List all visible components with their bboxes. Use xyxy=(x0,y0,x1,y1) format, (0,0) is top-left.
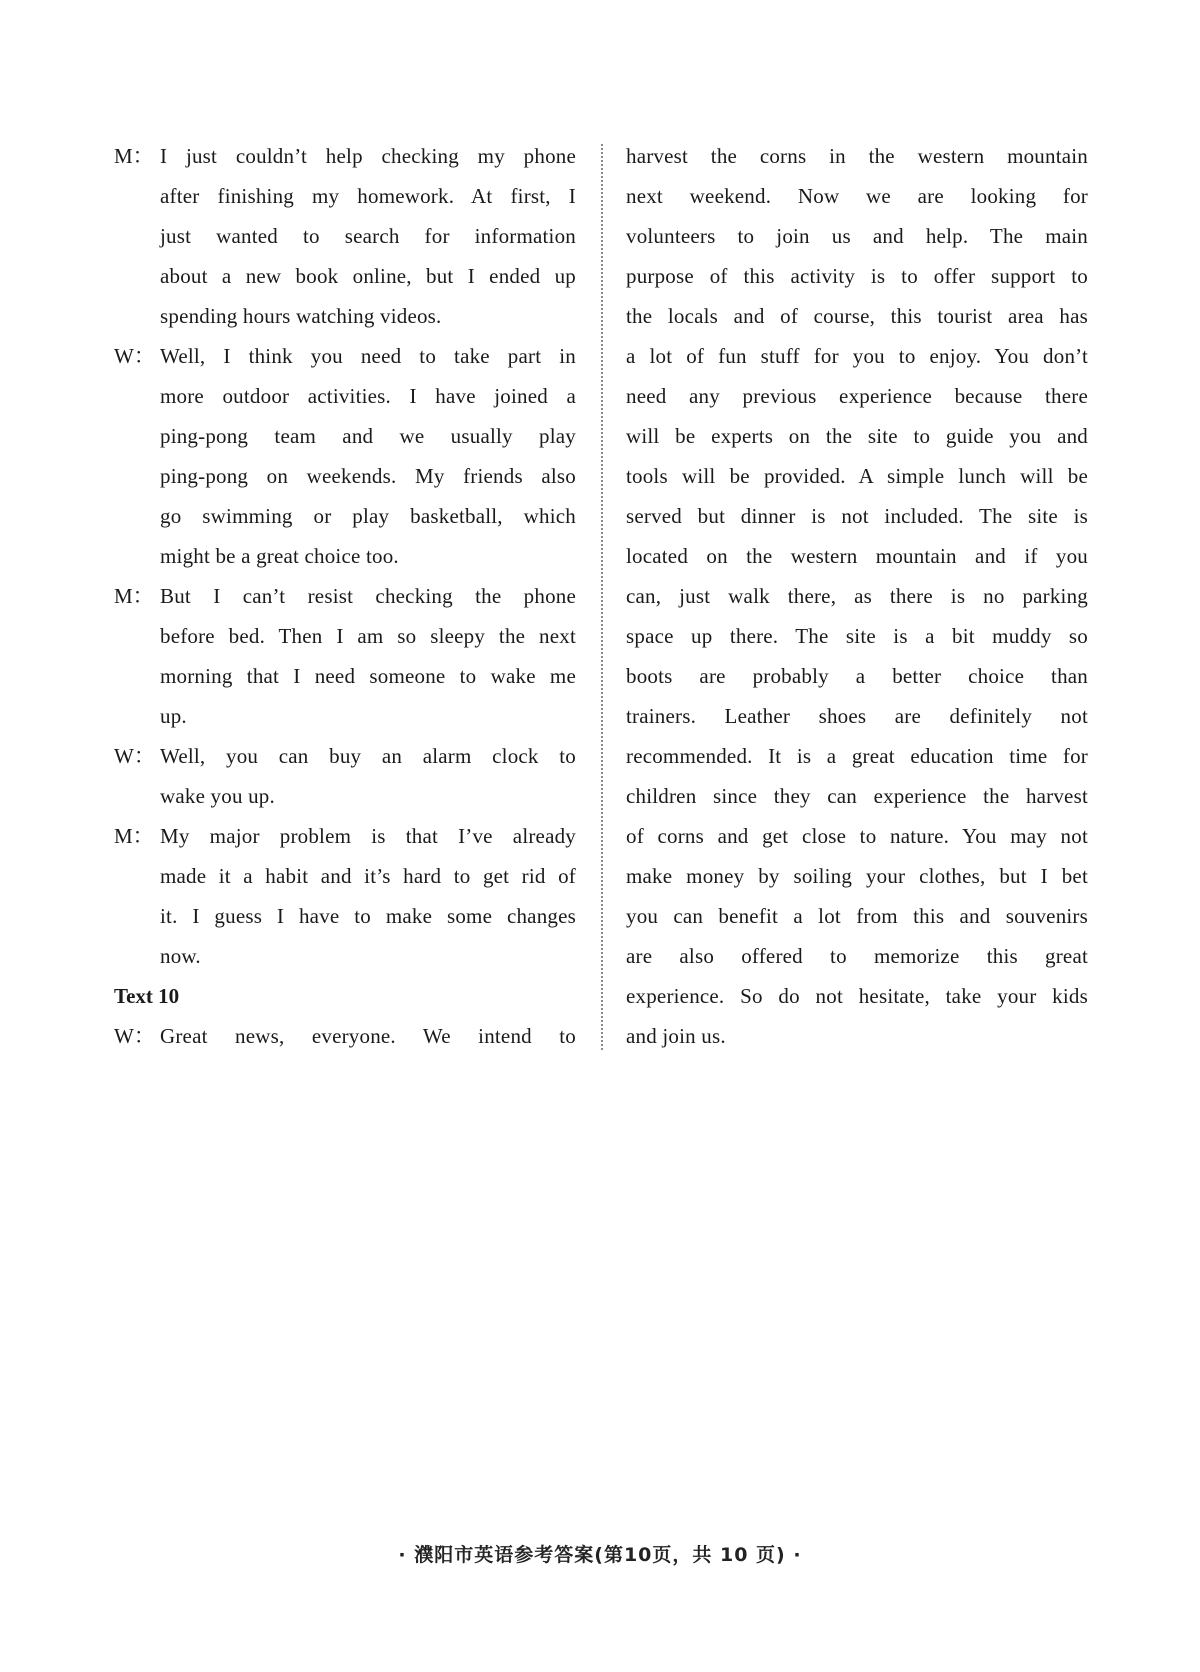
dialogue-line: might be a great choice too. xyxy=(160,544,399,568)
dialogue-line: morning that I need someone to wake me xyxy=(160,664,576,688)
paragraph-line: are also offered to memorize this great xyxy=(626,944,1088,968)
dialogue-line: ping-pong team and we usually play xyxy=(160,424,576,448)
dialogue-turn-line xyxy=(114,896,576,936)
dialogue-turn-line xyxy=(114,696,576,736)
paragraph-line: and join us. xyxy=(626,1024,726,1048)
dialogue-turn-line xyxy=(114,176,576,216)
speaker-label: W： xyxy=(114,1024,155,1048)
right-column xyxy=(626,136,1088,1056)
paragraph-line: of corns and get close to nature. You may not xyxy=(626,824,1088,848)
speaker-label: M： xyxy=(114,824,154,848)
dialogue-line: My major problem is that I’ve already xyxy=(160,824,576,848)
paragraph-line: trainers. Leather shoes are definitely not xyxy=(626,704,1088,728)
dialogue-turn-line xyxy=(114,536,576,576)
dialogue-turn-line xyxy=(114,336,576,376)
dialogue-line: spending hours watching videos. xyxy=(160,304,442,328)
dialogue-turn-line xyxy=(114,416,576,456)
page-footer: · 濮阳市英语参考答案(第10页，共 10 页) · xyxy=(398,1544,802,1566)
paragraph-line: space up there. The site is a bit muddy so xyxy=(626,624,1088,648)
paragraph-line: located on the western mountain and if you xyxy=(626,544,1088,568)
dialogue-turn-line xyxy=(114,736,576,776)
dialogue-turn-line xyxy=(114,856,576,896)
column-divider xyxy=(601,144,603,1050)
paragraph-line: need any previous experience because there xyxy=(626,384,1088,408)
dialogue-line: Well, you can buy an alarm clock to xyxy=(160,744,576,768)
dialogue-turn-line xyxy=(114,136,576,176)
paragraph-line: boots are probably a better choice than xyxy=(626,664,1088,688)
dialogue-turn-line xyxy=(114,376,576,416)
dialogue-line: up. xyxy=(160,704,187,728)
paragraph-line: harvest the corns in the western mountain xyxy=(626,144,1088,168)
speaker-label: W： xyxy=(114,744,155,768)
dialogue-turn-line xyxy=(114,296,576,336)
dialogue-line: just wanted to search for information xyxy=(160,224,576,248)
dialogue-line: go swimming or play basketball, which xyxy=(160,504,576,528)
paragraph-line: volunteers to join us and help. The main xyxy=(626,224,1088,248)
dialogue-turn-line xyxy=(114,496,576,536)
paragraph-line: make money by soiling your clothes, but I bet xyxy=(626,864,1088,888)
dialogue-line: Great news, everyone. We intend to xyxy=(160,1024,576,1048)
dialogue-line: now. xyxy=(160,944,201,968)
dialogue-line: before bed. Then I am so sleepy the next xyxy=(160,624,576,648)
speaker-label: W： xyxy=(114,344,155,368)
paragraph-line: tools will be provided. A simple lunch will be xyxy=(626,464,1088,488)
speaker-label: M： xyxy=(114,584,154,608)
speaker-label: M： xyxy=(114,144,154,168)
paragraph-line: purpose of this activity is to offer support to xyxy=(626,264,1088,288)
dialogue-line: it. I guess I have to make some changes xyxy=(160,904,576,928)
paragraph-line: will be experts on the site to guide you and xyxy=(626,424,1088,448)
paragraph-line: recommended. It is a great education time for xyxy=(626,744,1088,768)
dialogue-line: ping-pong on weekends. My friends also xyxy=(160,464,576,488)
dialogue-turn-line xyxy=(114,1016,576,1056)
dialogue-line: more outdoor activities. I have joined a xyxy=(160,384,576,408)
paragraph-line: children since they can experience the harvest xyxy=(626,784,1088,808)
dialogue-turn-line xyxy=(114,656,576,696)
dialogue-turn-line xyxy=(114,576,576,616)
dialogue-line: I just couldn’t help checking my phone xyxy=(160,144,576,168)
left-column xyxy=(114,136,576,1056)
paragraph-line: next weekend. Now we are looking for xyxy=(626,184,1088,208)
dialogue-turn-line xyxy=(114,456,576,496)
dialogue-turn-line xyxy=(114,776,576,816)
dialogue-turn-line xyxy=(114,256,576,296)
dialogue-turn-line xyxy=(114,216,576,256)
dialogue-line: after finishing my homework. At first, I xyxy=(160,184,576,208)
dialogue-turn-line xyxy=(114,936,576,976)
dialogue-line: about a new book online, but I ended up xyxy=(160,264,576,288)
section-heading: Text 10 xyxy=(114,984,180,1008)
dialogue-turn-line xyxy=(114,816,576,856)
paragraph-line: the locals and of course, this tourist area has xyxy=(626,304,1088,328)
dialogue-line: made it a habit and it’s hard to get rid of xyxy=(160,864,576,888)
paragraph-line: experience. So do not hesitate, take your kids xyxy=(626,984,1088,1008)
paragraph-line: can, just walk there, as there is no parking xyxy=(626,584,1088,608)
paragraph-line: a lot of fun stuff for you to enjoy. You don’t xyxy=(626,344,1088,368)
dialogue-line: Well, I think you need to take part in xyxy=(160,344,576,368)
dialogue-line: But I can’t resist checking the phone xyxy=(160,584,576,608)
paragraph-line: you can benefit a lot from this and souvenirs xyxy=(626,904,1088,928)
dialogue-line: wake you up. xyxy=(160,784,275,808)
dialogue-turn-line xyxy=(114,616,576,656)
paragraph-line: served but dinner is not included. The site is xyxy=(626,504,1088,528)
